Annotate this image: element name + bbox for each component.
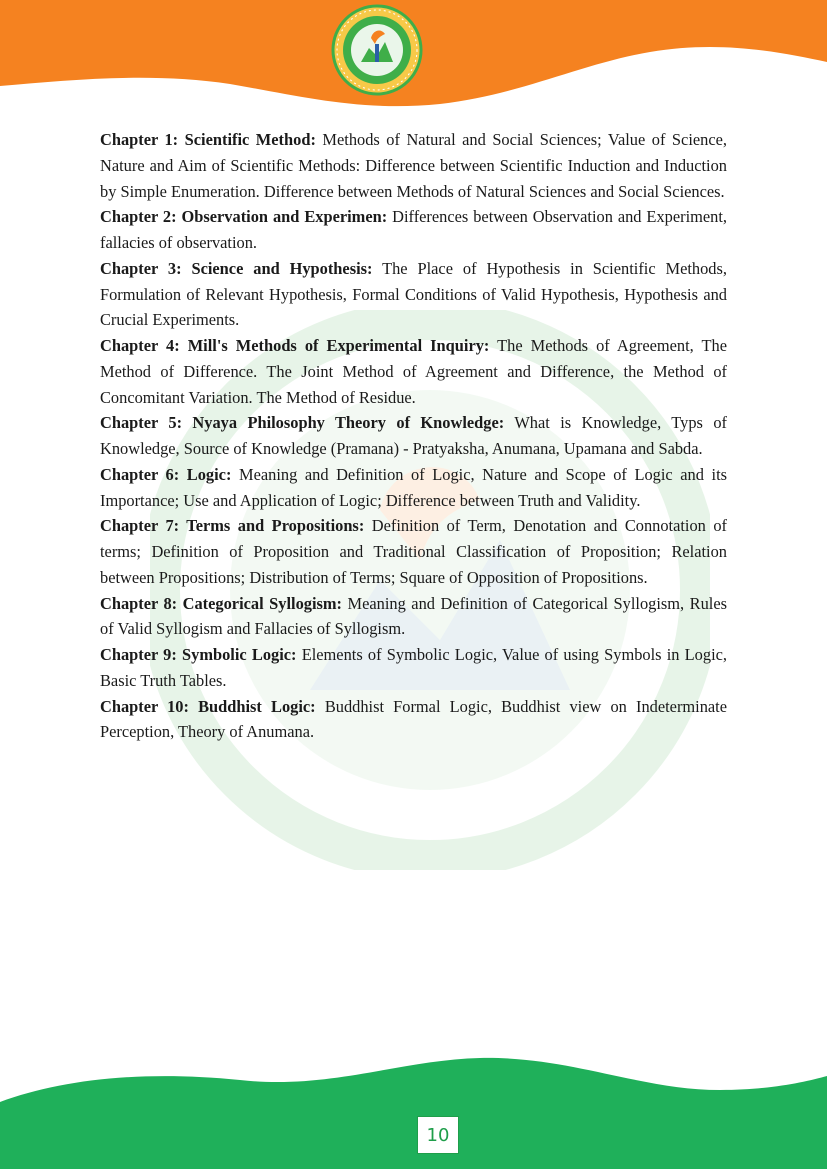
chapter-entry (100, 333, 727, 410)
chapter-body: Differences between Observation and Experiment, fallacies of observation. (100, 207, 727, 252)
board-logo-icon (331, 4, 423, 96)
chapter-entry (100, 462, 727, 514)
chapter-title: Chapter 2: Observation and Experimen: (100, 207, 388, 227)
chapter-entry (100, 694, 727, 746)
chapter-body: The Methods of Agreement, The Method of Difference. The Joint Method of Agreement and Difference, the Method of Concomitant Variation. The Method of Residue. (100, 336, 727, 407)
chapter-entry (100, 591, 727, 643)
chapter-title: Chapter 9: Symbolic Logic: (100, 645, 297, 664)
chapter-body: Meaning and Definition of Categorical Syllogism, Rules of Valid Syllogism and Fallacies of Syllogism. (100, 593, 727, 639)
chapter-body: Elements of Symbolic Logic, Value of using Symbols in Logic, Basic Truth Tables. (100, 645, 727, 690)
chapter-body: The Place of Hypothesis in Scientific Methods, Formulation of Relevant Hypothesis, Formal Conditions of Valid Hypothesis, Hypothesis and Crucial Experiments. (100, 258, 727, 330)
chapter-entry (100, 410, 727, 462)
footer-wave-banner (0, 1040, 827, 1169)
chapter-title: Chapter 8: Categorical Syllogism: (100, 593, 343, 613)
chapter-title: Chapter 10: Buddhist Logic: (100, 696, 316, 716)
chapter-body: Definition of Term, Denotation and Connotation of terms; Definition of Proposition and Traditional Classification of Proposition; Relation between Propositions; Distribution of Terms; Square of Opposition of Propositions. (100, 516, 728, 587)
chapter-entry (100, 513, 727, 590)
chapter-entry (100, 204, 727, 256)
chapter-title: Chapter 3: Science and Hypothesis: (100, 258, 373, 278)
chapter-title: Chapter 1: Scientific Method: (100, 130, 316, 149)
chapter-title: Chapter 7: Terms and Propositions: (100, 516, 365, 536)
chapter-body: Methods of Natural and Social Sciences; Value of Science, Nature and Aim of Scientific Methods: Difference between Scientific Induction and Induction by Simple Enumeration. Difference between Methods of Natural Sciences and Social Sciences. (100, 130, 727, 201)
chapter-entry (100, 127, 727, 204)
chapter-title: Chapter 6: Logic: (100, 464, 232, 484)
chapter-body: What is Knowledge, Typs of Knowledge, Source of Knowledge (Pramana) - Pratyaksha, Anumana, Upamana and Sabda. (100, 413, 727, 458)
syllabus-content (100, 127, 727, 745)
chapter-body: Buddhist Formal Logic, Buddhist view on Indeterminate Perception, Theory of Anumana. (100, 696, 728, 742)
chapter-body: Meaning and Definition of Logic, Nature and Scope of Logic and its Importance; Use and Application of Logic; Difference between Truth and Validity. (100, 464, 728, 510)
chapter-entry (100, 642, 727, 694)
page-number: 10 (417, 1116, 459, 1154)
chapter-title: Chapter 4: Mill's Methods of Experimental Inquiry: (100, 336, 490, 355)
chapter-entry (100, 256, 727, 333)
chapter-title: Chapter 5: Nyaya Philosophy Theory of Knowledge: (100, 413, 505, 433)
